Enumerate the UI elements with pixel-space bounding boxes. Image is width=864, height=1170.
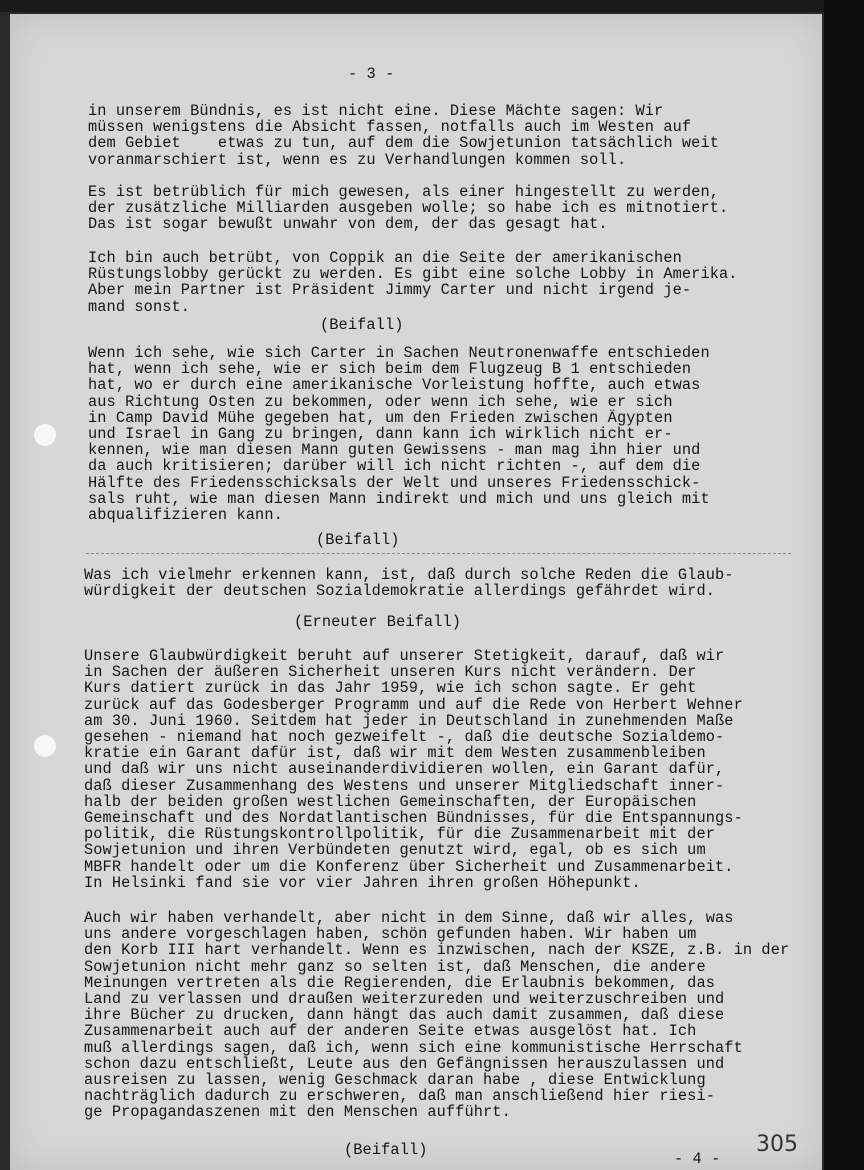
punch-hole <box>34 424 56 446</box>
page-number-header: - 3 - <box>348 65 395 83</box>
paragraph: Wenn ich sehe, wie sich Carter in Sachen Neutronenwaffe entschieden hat, wenn ich sehe, wie er sich beim dem Flugzeug B 1 entschieden hat, wo er durch eine amerikanische Vorleistung hoffte, auch etwas aus Richtung Osten zu bekommen, oder wenn ich sehe, wie er sich in Camp David Mühe gegeben hat, um den Frieden zwischen Ägypten und Israel in Gang zu bringen, dann kann ich wirklich nicht er- kennen, wie man diesen Mann guten Gewissens - man mag ihn hier und da auch kritisieren; darüber will ich nicht richten -, auf dem die Hälfte des Friedensschicksals der Welt und unseres Friedensschick- sals ruht, wie man diesen Mann indirekt und mich und uns gleich mit abqualifizieren kann. <box>88 344 710 525</box>
scan-border-right <box>824 0 864 1170</box>
paragraph: Was ich vielmehr erkennen kann, ist, daß durch solche Reden die Glaub- würdigkeit der deutschen Sozialdemokratie allerdings gefährdet wird. <box>84 566 734 601</box>
applause-note: (Beifall) <box>320 316 404 334</box>
applause-note: (Beifall) <box>316 531 400 549</box>
applause-note: (Beifall) <box>344 1141 428 1159</box>
punch-hole <box>34 735 56 757</box>
paragraph: Ich bin auch betrübt, von Coppik an die Seite der amerikanischen Rüstungslobby gerückt zu werden. Es gibt eine solche Lobby in Amerika. Aber mein Partner ist Präsident Jimmy Carter und nicht irgend je- mand sonst. <box>88 249 738 316</box>
next-page-number: - 4 - <box>674 1150 721 1168</box>
scan-border-top <box>0 0 864 12</box>
document-page <box>10 14 822 1170</box>
paragraph: Es ist betrüblich für mich gewesen, als einer hingestellt zu werden, der zusätzliche Milliarden ausgeben wolle; so habe ich es mitnotiert. Das ist sogar bewußt unwahr von dem, der das gesagt hat. <box>88 183 729 234</box>
paragraph: in unserem Bündnis, es ist nicht eine. Diese Mächte sagen: Wir müssen wenigstens die Absicht fassen, notfalls auch im Westen auf dem Gebiet etwas zu tun, auf dem die Sowjetunion tatsächlich weit voranmarschiert ist, wenn es zu Verhandlungen kommen soll. <box>88 102 720 169</box>
scan-line <box>86 553 791 554</box>
paragraph: Unsere Glaubwürdigkeit beruht auf unserer Stetigkeit, darauf, daß wir in Sachen der äußeren Sicherheit unseren Kurs nicht verändern. Der Kurs datiert zurück in das Jahr 1959, wie ich schon sagte. Er geht zurück auf das Godesberger Programm und auf die Rede von Herbert Wehner am 30. Juni 1960. Seitdem hat jeder in Deutschland in zunehmenden Maße gesehen - niemand hat noch gezweifelt -, daß die deutsche Sozialdemo- kratie ein Garant dafür ist, daß wir mit dem Westen zusammenbleiben und daß wir uns nicht auseinanderdividieren wollen, ein Garant dafür, daß dieser Zusammenhang des Westens und unserer Mitgliedschaft inner- halb der beiden großen westlichen Gemeinschaften, der Europäischen Gemeinschaft und des Nordatlantischen Bündnisses, für die Entspannungs- politik, die Rüstungskontrollpolitik, für die Zusammenarbeit mit der Sowjetunion und ihren Verbündeten genutzt wird, egal, ob es sich um MBFR handelt oder um die Konferenz über Sicherheit und Zusammenarbeit. In Helsinki fand sie vor vier Jahren ihren großen Höhepunkt. <box>84 647 743 892</box>
paragraph: Auch wir haben verhandelt, aber nicht in dem Sinne, daß wir alles, was uns andere vorgeschlagen haben, schön gefunden haben. Wir haben um den Korb III hart verhandelt. Wenn es inzwischen, nach der KSZE, z.B. in der Sowjetunion nicht mehr ganz so selten ist, daß Menschen, die andere Meinungen vertreten als die Regierenden, die Erlaubnis bekommen, das Land zu verlassen und draußen weiterzureden und weiterzuschreiben und ihre Bücher zu drucken, dann hängt das auch damit zusammen, daß diese Zusammenarbeit auch auf der anderen Seite etwas ausgelöst hat. Ich muß allerdings sagen, daß ich, wenn sich eine kommunistische Herrschaft schon dazu entschließt, Leute aus den Gefängnissen herauszulassen und ausreisen zu lassen, wenig Geschmack daran habe , diese Entwicklung nachträglich dadurch zu erschweren, daß man anschließend hier riesi- ge Propagandaszenen mit den Menschen aufführt. <box>84 909 790 1122</box>
applause-note: (Erneuter Beifall) <box>294 613 462 631</box>
handwritten-page-number: 305 <box>756 1132 798 1157</box>
